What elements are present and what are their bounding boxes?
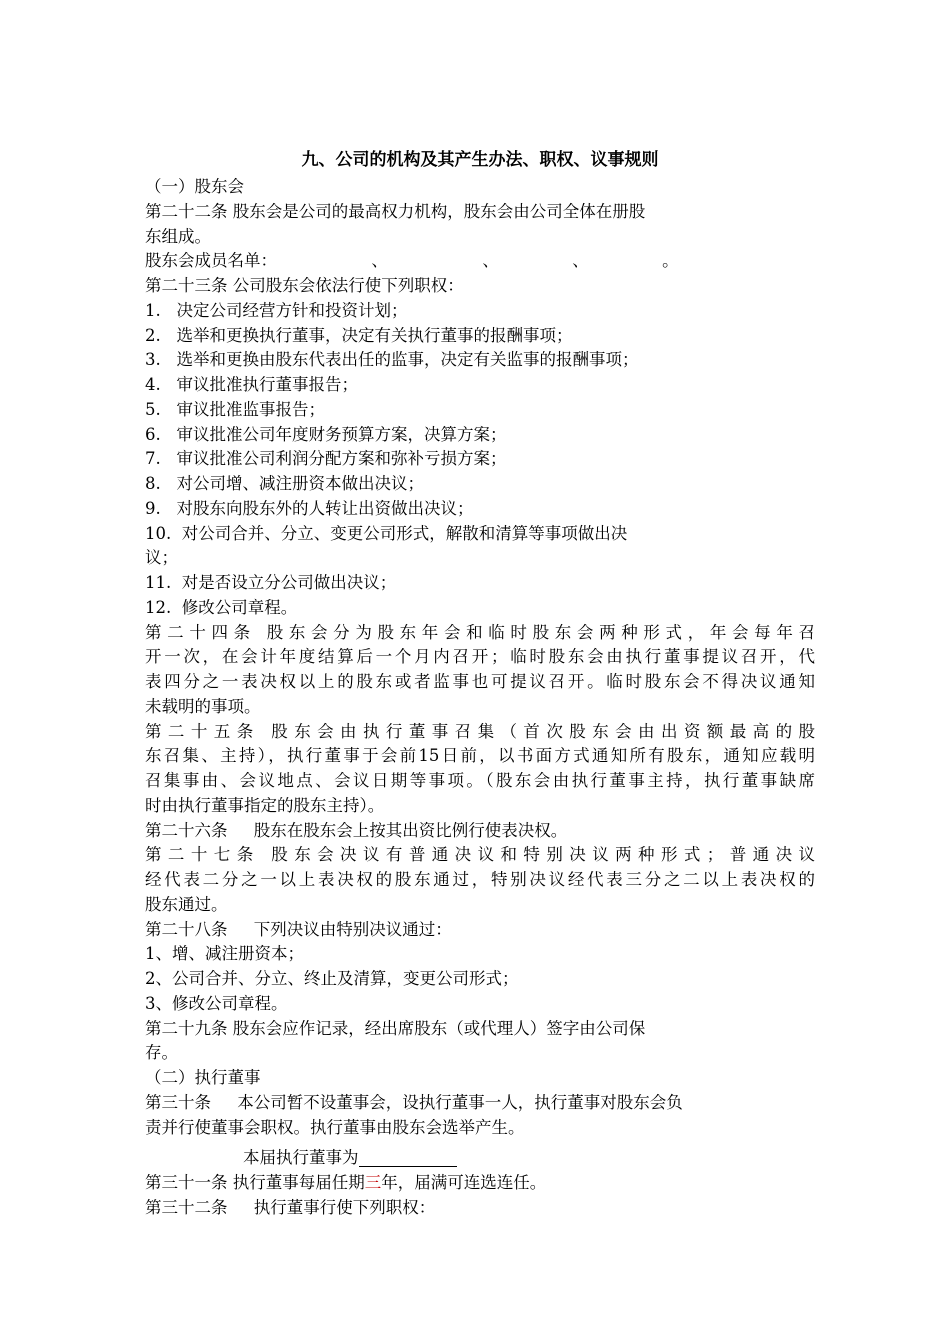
last-line: 第三十二条 执行董事行使下列职权：: [145, 1198, 436, 1217]
text-line: 议；: [145, 548, 178, 568]
text-line: 第二十六条 股东在股东会上按其出资比例行使表决权。: [145, 820, 568, 840]
text-line: 6. 审议批准公司年度财务预算方案，决算方案；: [145, 424, 507, 444]
text-line: 东召集、主持），执行董事于会前15日前，以书面方式通知所有股东，通知应载明: [145, 746, 815, 766]
text-line: 第三十条 本公司暂不设董事会，设执行董事一人，执行董事对股东会负: [145, 1092, 683, 1112]
text-line: 召集事由、会议地点、会议日期等事项。（股东会由执行董事主持，执行董事缺席: [145, 771, 815, 790]
text-line: 第二十八条 下列决议由特别决议通过：: [145, 919, 452, 939]
text-line: 3. 选举和更换由股东代表出任的监事，决定有关监事的报酬事项；: [145, 350, 639, 370]
text-line: 责并行使董事会职权。执行董事由股东会选举产生。: [145, 1117, 525, 1137]
text-line: 存。: [145, 1043, 178, 1063]
text-line: 3、修改公司章程。: [145, 993, 288, 1013]
term-after: 年，届满可连选连任。: [381, 1173, 547, 1192]
text-line: 12. 修改公司章程。: [145, 597, 298, 617]
director-blank: [359, 1148, 457, 1167]
text-line: 开一次，在会计年度结算后一个月内召开；临时股东会由执行董事提议召开，代: [145, 647, 815, 667]
text-line: 5. 审议批准监事报告；: [145, 399, 325, 419]
director-line: [145, 1146, 815, 1171]
text-line: 第二十四条 股东会分为股东年会和临时股东会两种形式，年会每年召: [145, 622, 815, 642]
term-line: [145, 1171, 815, 1196]
text-line: 第二十三条 公司股东会依法行使下列职权：: [145, 276, 464, 295]
text-line: 10. 对公司合并、分立、变更公司形式，解散和清算等事项做出决: [145, 523, 628, 543]
text-line: 时由执行董事指定的股东主持）。: [145, 795, 385, 815]
text-line: 2. 选举和更换执行董事，决定有关执行董事的报酬事项；: [145, 325, 573, 345]
text-line: 7. 审议批准公司利润分配方案和弥补亏损方案；: [145, 449, 507, 469]
text-line: 1. 决定公司经营方针和投资计划；: [145, 300, 408, 320]
director-label: 本届执行董事为: [243, 1148, 359, 1167]
section-title: 九、公司的机构及其产生办法、职权、议事规则: [301, 150, 659, 170]
text-line: 1、增、减注册资本；: [145, 944, 304, 964]
text-line: （二）执行董事: [145, 1068, 261, 1087]
text-line: （一）股东会: [145, 177, 244, 196]
text-line: 2、公司合并、分立、终止及清算，变更公司形式；: [145, 969, 519, 988]
text-line: 未载明的事项。: [145, 696, 261, 716]
text-line: 4. 审议批准执行董事报告；: [145, 375, 358, 394]
term-years: 三: [364, 1173, 382, 1192]
text-line: 9. 对股东向股东外的人转让出资做出决议；: [145, 498, 474, 518]
text-line: 第二十二条 股东会是公司的最高权力机构，股东会由公司全体在册股: [145, 201, 646, 221]
term-before: 第三十一条 执行董事每届任期: [145, 1173, 365, 1192]
text-line: 第二十五条 股东会由执行董事召集（首次股东会由出资额最高的股: [145, 721, 815, 741]
text-line: 表四分之一表决权以上的股东或者监事也可提议召开。临时股东会不得决议通知: [145, 672, 815, 691]
text-line: 东组成。: [145, 226, 211, 246]
text-line: 11. 对是否设立分公司做出决议；: [145, 573, 397, 592]
text-line: 8. 对公司增、减注册资本做出决议；: [145, 474, 424, 493]
text-line: 第二十七条 股东会决议有普通决议和特别决议两种形式；普通决议: [145, 845, 815, 865]
text-line: 经代表二分之一以上表决权的股东通过，特别决议经代表三分之二以上表决权的: [145, 870, 815, 889]
text-line: 股东会成员名单： 、 、 、 。: [145, 251, 679, 271]
text-line: 股东通过。: [145, 894, 228, 914]
text-line: 第二十九条 股东会应作记录，经出席股东（或代理人）签字由公司保: [145, 1018, 646, 1038]
